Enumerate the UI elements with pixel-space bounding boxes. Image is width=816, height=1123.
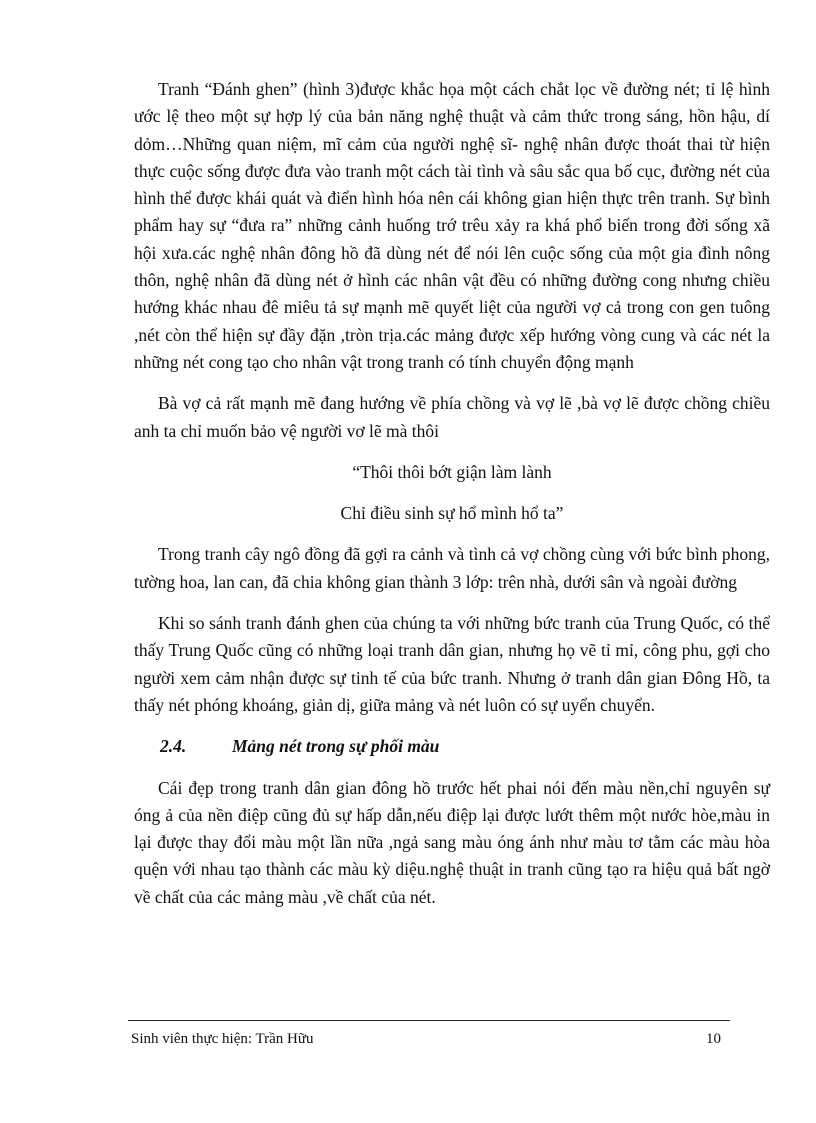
verse-line-2: Chỉ điều sinh sự hổ mình hổ ta” [340, 503, 564, 524]
document-body [134, 76, 770, 911]
paragraph-wife-description: Bà vợ cả rất mạnh mẽ đang hướng về phía chồng và vợ lẽ ,bà vợ lẽ được chồng chiều anh ta chỉ muốn bảo vệ người vơ lẽ mà thôi [134, 393, 770, 441]
footer-divider [128, 1020, 730, 1021]
paragraph-composition: Trong tranh cây ngô đồng đã gợi ra cảnh và tình cả vợ chồng cùng với bức bình phong, tường hoa, lan can, đã chia không gian thành 3 lớp: trên nhà, dưới sân và ngoài đường [134, 544, 770, 592]
paragraph-color: Cái đẹp trong tranh dân gian đông hồ trước hết phai nói đến màu nền,chỉ nguyên sự óng ả của nền điệp cũng đủ sự hấp dẫn,nếu điệp lại được lướt thêm một nước hòe,màu in lại được thay đổi màu một lần nữa ,ngả sang màu óng ánh như màu tơ tằm các màu hòa quện với nhau tạo thành các màu kỳ diệu.nghệ thuật in tranh cũng tạo ra hiệu quả bất ngờ về chất của các mảng màu ,về chất của nét. [134, 777, 770, 907]
section-number: 2.4. [160, 736, 187, 757]
page-number: 10 [706, 1031, 721, 1047]
footer-author: Sinh viên thực hiện: Trần Hữu [131, 1031, 314, 1047]
paragraph-comparison: Khi so sánh tranh đánh ghen của chúng ta với những bức tranh của Trung Quốc, có thể thấy Trung Quốc cũng có những loại tranh dân gian, nhưng họ vẽ tỉ mỉ, công phu, gợi cho người xem cảm nhận được sự tinh tế của bức tranh. Nhưng ở tranh dân gian Đông Hồ, ta thấy nét phóng khoáng, giản dị, giữa mảng và nét luôn có sự uyển chuyển. [134, 613, 770, 715]
section-heading [134, 733, 770, 760]
section-title: Mảng nét trong sự phối màu [232, 736, 440, 757]
verse-line-1: “Thôi thôi bớt giận làm lành [352, 461, 552, 482]
paragraph-danh-ghen-description: Tranh “Đánh ghen” (hình 3)được khắc họa một cách chắt lọc về đường nét; tỉ lệ hình ước lệ theo một sự hợp lý của bản năng nghệ thuật và cảm thức trong sáng, hồn hậu, dí dỏm…Những quan niệm, mĩ cảm của người nghệ sĩ- nghệ nhân được thoát thai từ hiện thực cuộc sống được đưa vào tranh một cách tài tình và sâu sắc qua bố cục, đường nét của hình thể được khái quát và điển hình hóa nên cái không gian hiện thực trên tranh. Sự bình phẩm hay sự “đưa ra” những cảnh huống trớ trêu xảy ra khá phổ biến trong đời sống xã hội xưa.các nghệ nhân đông hồ đã dùng nét để nói lên cuộc sống của một gia đình nông thôn, nghệ nhân đã dùng nét ở hình các nhân vật đều có những đường cong nhưng chiều hướng khác nhau đê miêu tả sự mạnh mẽ quyết liệt của người vợ cả trong con gen tuông ,nét còn thể hiện sự đầy đặn ,tròn trịa.các mảng được xếp hướng vòng cung và các nét la những nét cong tạo cho nhân vật trong tranh có tính chuyển động mạnh [134, 79, 770, 372]
